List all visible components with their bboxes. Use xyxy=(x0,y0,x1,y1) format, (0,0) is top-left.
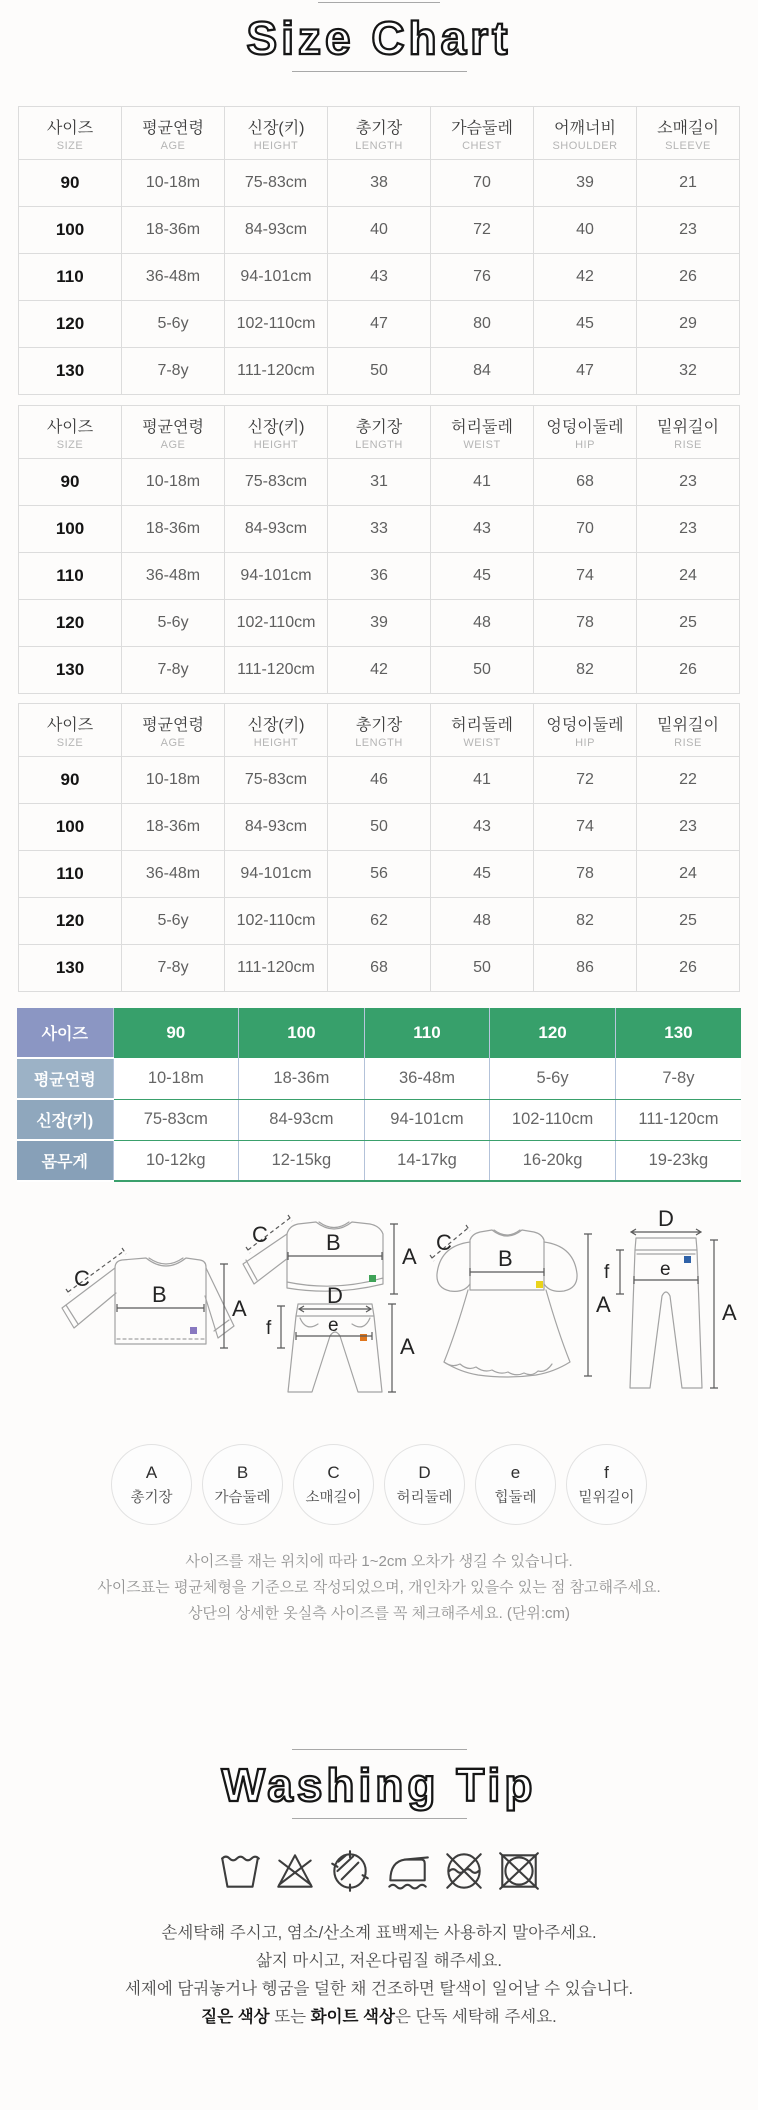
set-pants-length-label: A xyxy=(400,1334,415,1359)
measure-value: 40 xyxy=(328,207,431,254)
summary-row xyxy=(17,1099,741,1140)
table-row xyxy=(19,207,740,254)
summary-row-header: 사이즈 xyxy=(17,1008,113,1058)
summary-size-value: 110 xyxy=(364,1008,490,1058)
measure-value: 40 xyxy=(534,207,637,254)
column-header: 소매길이 SLEEVE xyxy=(637,107,740,160)
measure-value: 32 xyxy=(637,348,740,395)
summary-value: 102-110cm xyxy=(490,1099,616,1140)
legend-circle xyxy=(202,1444,283,1525)
legend-circle xyxy=(384,1444,465,1525)
measure-value: 94-101cm xyxy=(225,851,328,898)
column-header: 허리둘레 WEIST xyxy=(431,704,534,757)
washing-note-line: 삶지 마시고, 저온다림질 해주세요. xyxy=(255,1952,503,1970)
measure-value: 18-36m xyxy=(122,804,225,851)
leggings-hip-label: e xyxy=(660,1259,671,1280)
column-header: 가슴둘레 CHEST xyxy=(431,107,534,160)
measure-value: 31 xyxy=(328,459,431,506)
size-value: 130 xyxy=(19,945,122,992)
measure-value: 50 xyxy=(328,348,431,395)
size-value: 90 xyxy=(19,757,122,804)
measure-value: 75-83cm xyxy=(225,757,328,804)
legend-label: 총기장 xyxy=(130,1489,173,1506)
plain-text: 은 단독 세탁해 주세요. xyxy=(394,2008,557,2026)
size-value: 90 xyxy=(19,160,122,207)
measure-value: 5-6y xyxy=(122,301,225,348)
table-row xyxy=(19,160,740,207)
summary-value: 16-20kg xyxy=(490,1140,616,1181)
measure-value: 82 xyxy=(534,898,637,945)
measure-value: 70 xyxy=(431,160,534,207)
legend-letter: D xyxy=(418,1462,431,1482)
measure-value: 84-93cm xyxy=(225,207,328,254)
legend-label: 가슴둘레 xyxy=(214,1489,271,1506)
tee-length-label: A xyxy=(232,1296,247,1321)
do-not-wring-icon xyxy=(327,1849,373,1893)
summary-value: 5-6y xyxy=(490,1058,616,1099)
summary-value: 75-83cm xyxy=(113,1099,239,1140)
column-header: 평균연령 AGE xyxy=(122,704,225,757)
measure-value: 43 xyxy=(431,506,534,553)
size-notes xyxy=(0,1549,758,1627)
measure-value: 36-48m xyxy=(122,553,225,600)
measure-value: 50 xyxy=(431,647,534,694)
measure-value: 10-18m xyxy=(122,459,225,506)
do-not-bleach-icon xyxy=(272,1849,318,1893)
column-header: 엉덩이둘레 HIP xyxy=(534,704,637,757)
measure-value: 84 xyxy=(431,348,534,395)
table-row xyxy=(19,348,740,395)
column-header: 신장(키) HEIGHT xyxy=(225,107,328,160)
table-row xyxy=(19,553,740,600)
measure-value: 41 xyxy=(431,459,534,506)
washing-note-line: 세제에 담궈놓거나 헹굼을 덜한 채 건조하면 탈색이 일어날 수 있습니다. xyxy=(124,1980,634,1998)
measure-value: 45 xyxy=(431,851,534,898)
table-row xyxy=(19,254,740,301)
care-icons-row xyxy=(0,1849,758,1893)
summary-value: 111-120cm xyxy=(615,1099,741,1140)
measure-value: 111-120cm xyxy=(225,945,328,992)
size-value: 120 xyxy=(19,301,122,348)
legend-label: 소매길이 xyxy=(305,1489,362,1506)
measure-legend xyxy=(0,1444,758,1525)
plain-text: 또는 xyxy=(269,2008,311,2026)
table-row xyxy=(19,898,740,945)
measure-value: 111-120cm xyxy=(225,647,328,694)
pants-size-table-wrap xyxy=(0,405,758,694)
legend-label: 힙둘레 xyxy=(494,1489,537,1506)
legend-circle xyxy=(293,1444,374,1525)
summary-value: 19-23kg xyxy=(615,1140,741,1181)
measure-value: 68 xyxy=(328,945,431,992)
size-value: 110 xyxy=(19,553,122,600)
size-chart-title-block xyxy=(0,0,758,72)
measure-value: 46 xyxy=(328,757,431,804)
legend-letter: f xyxy=(604,1462,609,1482)
column-header: 평균연령 AGE xyxy=(122,406,225,459)
measure-value: 23 xyxy=(637,459,740,506)
column-header: 엉덩이둘레 HIP xyxy=(534,406,637,459)
measure-value: 111-120cm xyxy=(225,348,328,395)
dress-chest-label: B xyxy=(498,1246,513,1271)
summary-row xyxy=(17,1058,741,1099)
measure-value: 42 xyxy=(328,647,431,694)
measure-value: 36-48m xyxy=(122,254,225,301)
size-value: 130 xyxy=(19,348,122,395)
size-value: 110 xyxy=(19,851,122,898)
summary-row-header: 평균연령 xyxy=(17,1058,113,1099)
measure-value: 26 xyxy=(637,647,740,694)
measure-value: 80 xyxy=(431,301,534,348)
table-row xyxy=(19,600,740,647)
measure-value: 56 xyxy=(328,851,431,898)
table-row xyxy=(19,945,740,992)
measure-value: 75-83cm xyxy=(225,459,328,506)
column-header: 허리둘레 WEIST xyxy=(431,406,534,459)
column-header: 총기장 LENGTH xyxy=(328,704,431,757)
summary-value: 36-48m xyxy=(364,1058,490,1099)
sweat-set-sketch xyxy=(243,1215,417,1392)
measure-value: 24 xyxy=(637,851,740,898)
measure-value: 84-93cm xyxy=(225,804,328,851)
size-value: 120 xyxy=(19,600,122,647)
outfit-size-table-wrap xyxy=(0,703,758,992)
measure-value: 25 xyxy=(637,600,740,647)
size-table xyxy=(18,405,740,694)
column-header: 총기장 LENGTH xyxy=(328,406,431,459)
emphasis-text: 짙은 색상 xyxy=(201,2008,270,2026)
legend-letter: A xyxy=(145,1462,158,1482)
measure-value: 47 xyxy=(534,348,637,395)
measure-value: 39 xyxy=(534,160,637,207)
legend-label: 허리둘레 xyxy=(396,1489,453,1506)
measure-value: 7-8y xyxy=(122,348,225,395)
leggings-waist-label: D xyxy=(658,1206,674,1231)
set-chest-label: B xyxy=(326,1230,341,1255)
dress-length-label: A xyxy=(596,1292,611,1317)
measure-value: 23 xyxy=(637,207,740,254)
column-header: 밑위길이 RISE xyxy=(637,704,740,757)
emphasis-text: 화이트 색상 xyxy=(310,2008,395,2026)
iron-low-icon xyxy=(382,1849,432,1893)
measure-value: 62 xyxy=(328,898,431,945)
washing-notes xyxy=(0,1919,758,2031)
legend-circle xyxy=(475,1444,556,1525)
set-top-length-label: A xyxy=(402,1244,417,1269)
measure-value: 18-36m xyxy=(122,207,225,254)
measure-value: 94-101cm xyxy=(225,553,328,600)
wash-tub-icon xyxy=(217,1849,263,1893)
size-value: 120 xyxy=(19,898,122,945)
measure-value: 72 xyxy=(431,207,534,254)
title-rule-top xyxy=(292,1749,467,1750)
summary-row xyxy=(17,1140,741,1181)
leggings-rise-label: f xyxy=(604,1262,610,1283)
set-rise-label: f xyxy=(266,1318,272,1339)
measure-value: 94-101cm xyxy=(225,254,328,301)
measure-value: 41 xyxy=(431,757,534,804)
measure-value: 72 xyxy=(534,757,637,804)
table-row xyxy=(19,804,740,851)
column-header: 사이즈 SIZE xyxy=(19,406,122,459)
measure-value: 36-48m xyxy=(122,851,225,898)
column-header: 신장(키) HEIGHT xyxy=(225,406,328,459)
column-header: 신장(키) HEIGHT xyxy=(225,704,328,757)
size-table xyxy=(18,703,740,992)
leggings-sketch xyxy=(604,1206,737,1388)
column-header: 평균연령 AGE xyxy=(122,107,225,160)
set-sleeve-label: C xyxy=(252,1222,268,1247)
size-value: 100 xyxy=(19,804,122,851)
measure-value: 38 xyxy=(328,160,431,207)
measure-value: 36 xyxy=(328,553,431,600)
set-waist-label: D xyxy=(327,1283,343,1308)
dress-sleeve-label: C xyxy=(436,1230,452,1255)
size-value: 130 xyxy=(19,647,122,694)
measure-value: 43 xyxy=(328,254,431,301)
measure-value: 7-8y xyxy=(122,647,225,694)
summary-value: 7-8y xyxy=(615,1058,741,1099)
measure-value: 48 xyxy=(431,600,534,647)
measure-value: 5-6y xyxy=(122,600,225,647)
table-row xyxy=(19,301,740,348)
measure-value: 26 xyxy=(637,945,740,992)
measure-value: 18-36m xyxy=(122,506,225,553)
tee-sketch xyxy=(62,1248,247,1348)
title-rule-top xyxy=(318,2,440,3)
measure-value: 10-18m xyxy=(122,757,225,804)
size-value: 100 xyxy=(19,506,122,553)
washing-note-line: 손세탁해 주시고, 염소/산소계 표백제는 사용하지 말아주세요. xyxy=(161,1924,597,1942)
washing-tip-title: Washing Tip xyxy=(221,1759,537,1811)
tee-sleeve-label: C xyxy=(74,1266,90,1291)
table-row xyxy=(19,757,740,804)
measure-value: 76 xyxy=(431,254,534,301)
legend-letter: C xyxy=(327,1462,340,1482)
measure-value: 68 xyxy=(534,459,637,506)
do-not-tumble-dry-icon xyxy=(496,1849,542,1893)
summary-row xyxy=(17,1008,741,1058)
summary-value: 10-18m xyxy=(113,1058,239,1099)
size-table xyxy=(18,106,740,395)
measure-value: 84-93cm xyxy=(225,506,328,553)
summary-size-value: 120 xyxy=(490,1008,616,1058)
measure-value: 23 xyxy=(637,506,740,553)
do-not-dry-clean-icon xyxy=(441,1849,487,1893)
top-size-table-wrap xyxy=(0,106,758,395)
table-row xyxy=(19,647,740,694)
measure-value: 102-110cm xyxy=(225,600,328,647)
size-value: 110 xyxy=(19,254,122,301)
measure-value: 5-6y xyxy=(122,898,225,945)
measure-value: 21 xyxy=(637,160,740,207)
measure-value: 102-110cm xyxy=(225,898,328,945)
legend-letter: B xyxy=(236,1462,249,1482)
table-row xyxy=(19,851,740,898)
measure-value: 86 xyxy=(534,945,637,992)
washing-note-line-emphasis xyxy=(0,2003,758,2031)
measure-value: 25 xyxy=(637,898,740,945)
measure-value: 75-83cm xyxy=(225,160,328,207)
leggings-length-label: A xyxy=(722,1300,737,1325)
measure-value: 45 xyxy=(431,553,534,600)
measure-value: 50 xyxy=(431,945,534,992)
legend-circle xyxy=(566,1444,647,1525)
column-header: 어깨너비 SHOULDER xyxy=(534,107,637,160)
measure-value: 24 xyxy=(637,553,740,600)
measure-value: 70 xyxy=(534,506,637,553)
summary-value: 10-12kg xyxy=(113,1140,239,1181)
measure-value: 74 xyxy=(534,804,637,851)
column-header: 총기장 LENGTH xyxy=(328,107,431,160)
measure-value: 78 xyxy=(534,600,637,647)
size-value: 90 xyxy=(19,459,122,506)
measure-value: 45 xyxy=(534,301,637,348)
summary-row-header: 신장(키) xyxy=(17,1099,113,1140)
legend-circle xyxy=(111,1444,192,1525)
summary-size-value: 90 xyxy=(113,1008,239,1058)
measure-value: 43 xyxy=(431,804,534,851)
column-header: 사이즈 SIZE xyxy=(19,107,122,160)
column-header: 사이즈 SIZE xyxy=(19,704,122,757)
tee-chest-label: B xyxy=(152,1282,167,1307)
summary-size-table xyxy=(17,1008,741,1182)
summary-value: 84-93cm xyxy=(239,1099,365,1140)
measure-value: 33 xyxy=(328,506,431,553)
size-note-line: 상단의 상세한 옷실측 사이즈를 꼭 체크해주세요. (단위:cm) xyxy=(187,1605,571,1622)
measure-value: 39 xyxy=(328,600,431,647)
measure-value: 74 xyxy=(534,553,637,600)
measure-value: 82 xyxy=(534,647,637,694)
legend-label: 밑위길이 xyxy=(578,1489,635,1506)
summary-row-header: 몸무게 xyxy=(17,1140,113,1181)
title-rule-bottom xyxy=(292,71,467,72)
garment-diagram xyxy=(0,1196,758,1408)
summary-value: 94-101cm xyxy=(364,1099,490,1140)
measure-value: 48 xyxy=(431,898,534,945)
table-row xyxy=(19,506,740,553)
summary-value: 18-36m xyxy=(239,1058,365,1099)
measure-value: 26 xyxy=(637,254,740,301)
size-chart-title: Size Chart xyxy=(246,12,512,64)
measure-value: 7-8y xyxy=(122,945,225,992)
measure-value: 50 xyxy=(328,804,431,851)
title-rule-bottom xyxy=(292,1818,467,1819)
measure-value: 102-110cm xyxy=(225,301,328,348)
measure-value: 47 xyxy=(328,301,431,348)
size-note-line: 사이즈를 재는 위치에 따라 1~2cm 오차가 생길 수 있습니다. xyxy=(185,1553,573,1570)
summary-size-value: 100 xyxy=(239,1008,365,1058)
column-header: 밑위길이 RISE xyxy=(637,406,740,459)
summary-value: 14-17kg xyxy=(364,1140,490,1181)
table-row xyxy=(19,459,740,506)
summary-value: 12-15kg xyxy=(239,1140,365,1181)
measure-value: 42 xyxy=(534,254,637,301)
measure-value: 23 xyxy=(637,804,740,851)
measure-value: 10-18m xyxy=(122,160,225,207)
washing-title-block xyxy=(0,1749,758,1819)
summary-size-table-wrap xyxy=(0,1008,758,1182)
size-note-line: 사이즈표는 평균체형을 기준으로 작성되었으며, 개인차가 있을수 있는 점 참고해주세요. xyxy=(97,1579,661,1596)
set-hip-label: e xyxy=(328,1315,339,1336)
dress-sketch xyxy=(430,1225,611,1377)
size-value: 100 xyxy=(19,207,122,254)
legend-letter: e xyxy=(510,1462,521,1482)
measure-value: 29 xyxy=(637,301,740,348)
summary-size-value: 130 xyxy=(615,1008,741,1058)
measure-value: 78 xyxy=(534,851,637,898)
measure-value: 22 xyxy=(637,757,740,804)
